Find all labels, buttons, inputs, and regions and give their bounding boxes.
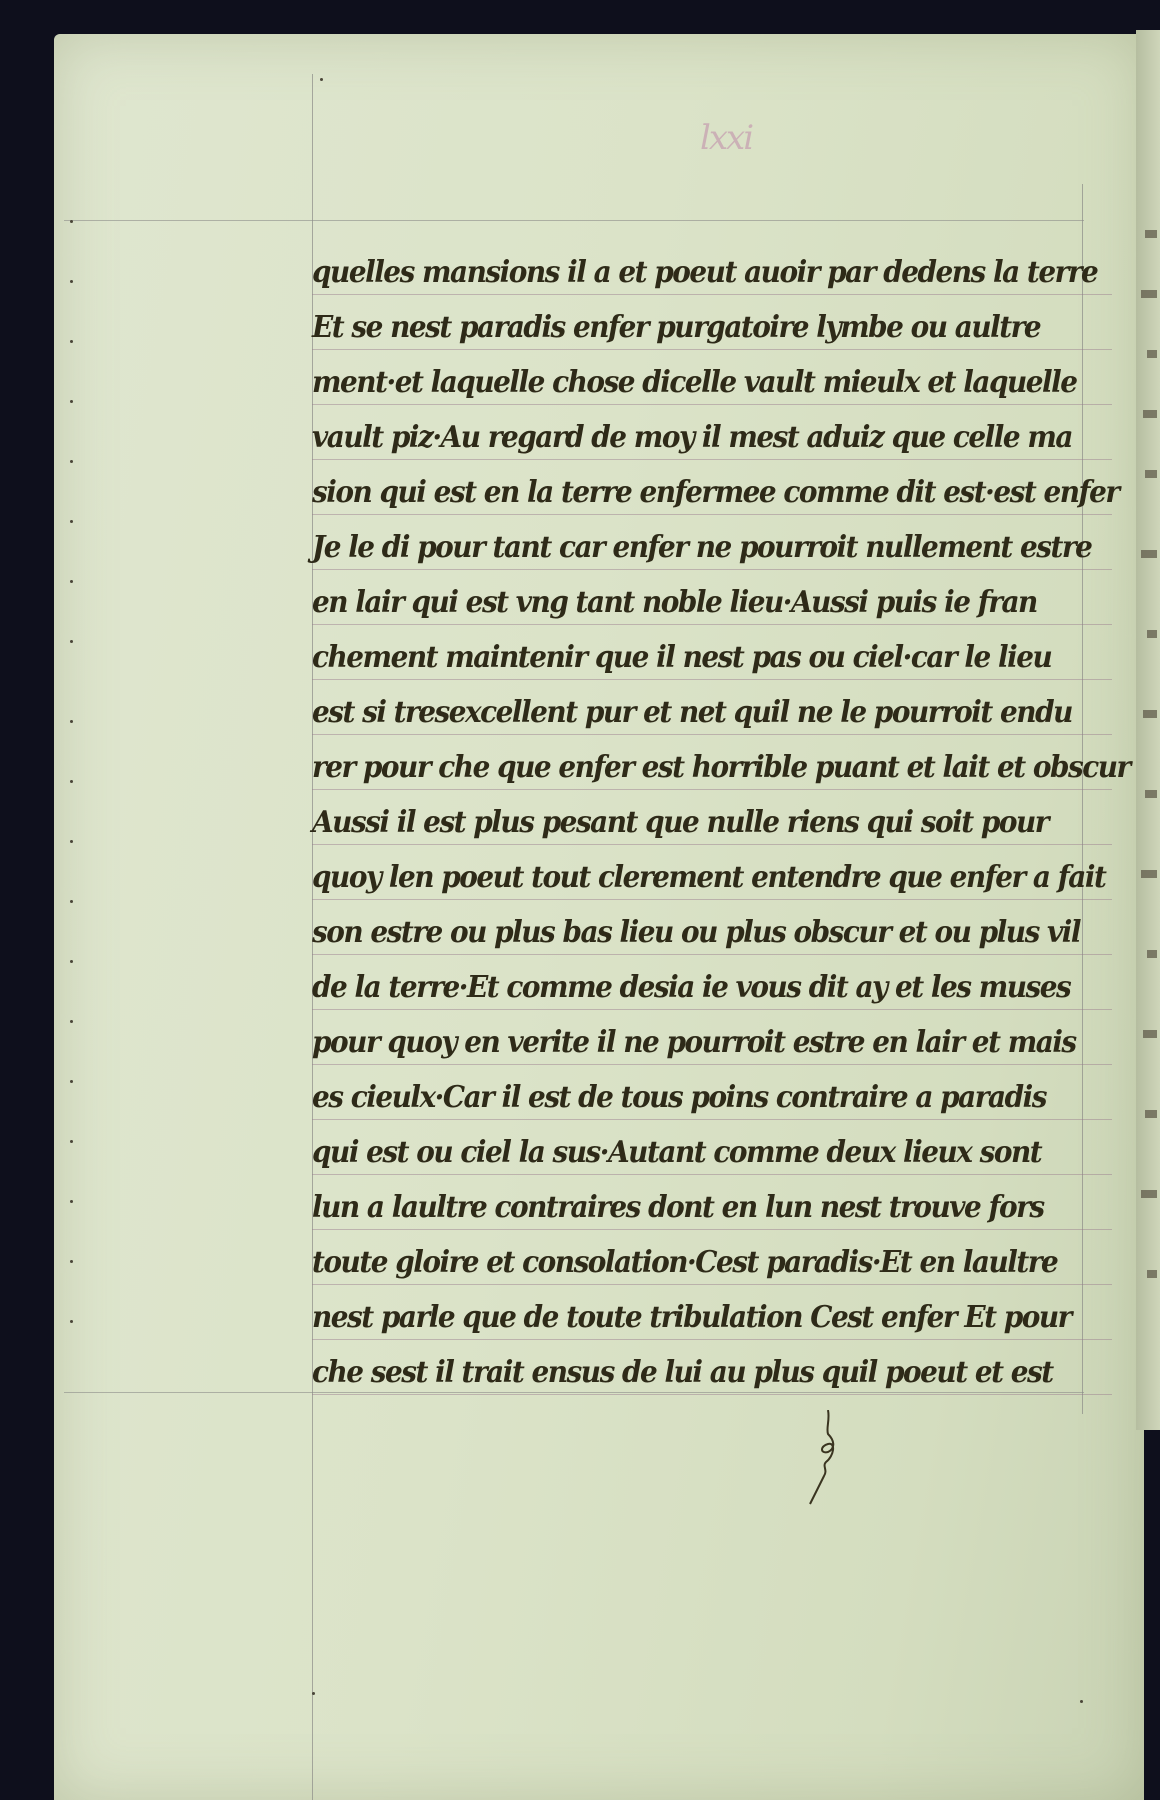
text-line: chement maintenir que il nest pas ou ciel·car le lieu: [312, 625, 1112, 680]
text-line: toute gloire et consolation·Cest paradis·Et en laultre: [312, 1230, 1112, 1285]
text-line: che sest il trait ensus de lui au plus quil poeut et est: [312, 1340, 1112, 1395]
ruling-top: [64, 220, 1084, 221]
text-block: [312, 240, 1130, 1395]
folio-number: lxxi: [700, 118, 753, 158]
text-line: Et se nest paradis enfer purgatoire lymbe ou aultre: [312, 295, 1112, 350]
text-line: es cieulx·Car il est de tous poins contraire a paradis: [312, 1065, 1112, 1120]
text-line: quoy len poeut tout clerement entendre que enfer a fait: [312, 845, 1112, 900]
text-line: lun a laultre contraires dont en lun nest trouve fors: [312, 1175, 1112, 1230]
text-line: pour quoy en verite il ne pourroit estre en lair et mais: [312, 1010, 1112, 1065]
catchword-flourish: [808, 1410, 848, 1520]
text-line: de la terre·Et comme desia ie vous dit ay et les muses: [312, 955, 1112, 1010]
text-line: son estre ou plus bas lieu ou plus obscur et ou plus vil: [312, 900, 1112, 955]
text-line: nest parle que de toute tribulation Cest enfer Et pour: [312, 1285, 1112, 1340]
text-line: rer pour che que enfer est horrible puant et lait et obscur: [312, 735, 1112, 790]
text-line: en lair qui est vng tant noble lieu·Aussi puis ie fran: [312, 570, 1112, 625]
text-line: est si tresexcellent pur et net quil ne le pourroit endu: [312, 680, 1112, 735]
text-line: sion qui est en la terre enfermee comme dit est·est enfer: [312, 460, 1112, 515]
text-line: ment·et laquelle chose dicelle vault mieulx et laquelle: [312, 350, 1112, 405]
text-line: qui est ou ciel la sus·Autant comme deux lieux sont: [312, 1120, 1112, 1175]
text-line: Aussi il est plus pesant que nulle riens qui soit pour: [312, 790, 1112, 845]
text-line: quelles mansions il a et poeut auoir par dedens la terre: [312, 240, 1112, 295]
next-page-edge: [1136, 30, 1160, 1430]
text-line: Je le di pour tant car enfer ne pourroit nullement estre: [312, 515, 1112, 570]
text-line: vault piz·Au regard de moy il mest aduiz que celle ma: [312, 405, 1112, 460]
